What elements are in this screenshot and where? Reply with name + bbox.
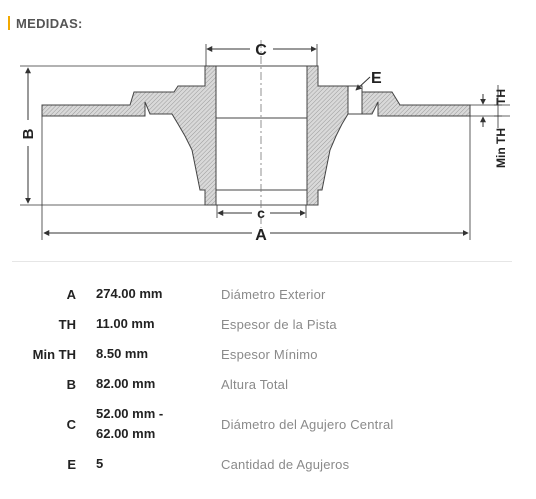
spec-row-e: [0, 454, 536, 474]
spec-value: 274.00 mm: [96, 286, 163, 301]
spec-row-c: [0, 406, 536, 441]
spec-code: C: [66, 416, 76, 432]
spec-description: Espesor de la Pista: [221, 316, 337, 332]
dim-b-label: B: [20, 128, 37, 140]
spec-row-min-th: [0, 344, 536, 364]
spec-code: Min TH: [32, 346, 76, 362]
disc-section-right: [307, 66, 470, 205]
spec-code: A: [66, 286, 76, 302]
spec-value: 8.50 mm: [96, 346, 149, 361]
dim-c-top-label: C: [255, 42, 267, 59]
dim-min-th-label: Min TH: [494, 128, 508, 168]
spec-value: 82.00 mm: [96, 376, 156, 391]
spec-code: E: [67, 456, 76, 472]
spec-row-th: [0, 314, 536, 334]
spec-value: 5: [96, 456, 104, 471]
spec-description: Espesor Mínimo: [221, 346, 318, 362]
dim-a-label: A: [255, 227, 267, 244]
divider: [12, 261, 512, 262]
spec-row-a: [0, 284, 536, 304]
dim-th-label: TH: [494, 89, 508, 105]
stud-hole: [348, 86, 362, 114]
spec-value: 11.00 mm: [96, 316, 155, 331]
section-title: MEDIDAS:: [16, 15, 83, 31]
spec-row-b: [0, 374, 536, 394]
disc-section-left: [42, 66, 216, 205]
spec-code: TH: [58, 316, 76, 332]
hub-bore: [216, 66, 307, 205]
spec-value: 52.00 mm - 62.00 mm: [96, 406, 164, 441]
spec-description: Diámetro del Agujero Central: [221, 416, 394, 432]
spec-code: B: [66, 376, 76, 392]
spec-description: Diámetro Exterior: [221, 286, 326, 302]
spec-description: Cantidad de Agujeros: [221, 456, 350, 472]
dim-e-label: E: [371, 70, 382, 87]
dim-e-leader: [356, 77, 370, 90]
dim-c-bottom-label: c: [257, 205, 265, 221]
spec-description: Altura Total: [221, 376, 289, 392]
